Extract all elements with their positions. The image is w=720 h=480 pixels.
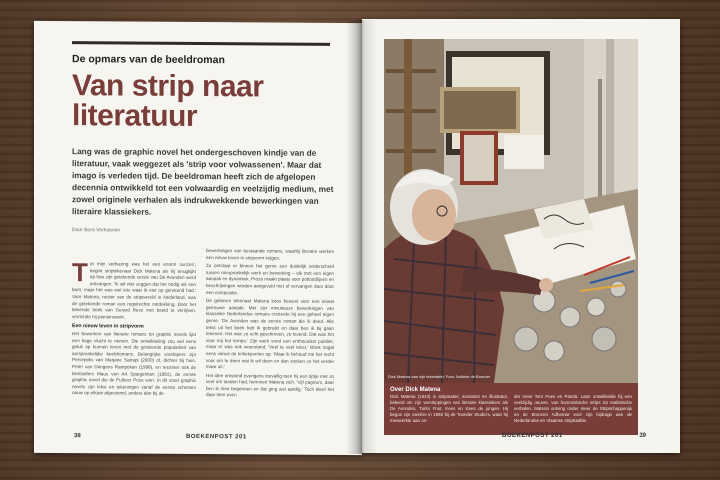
body-paragraph: De geboren tekenaar Matena koos bewust voor een ietwat getrouwe aanpak. Met zijn minutieuze bewerkingen van klassieke Nederlandse romans creëerde hij een geheel eigen genre. 'De Avonden was de eerste roman die ik deed. Alle tekst uit het boek heb ik gebruikt en daar ben ik bij gaan tekenen. Het was zo echt geschreven, zo levend. Dat was het voor mij het tempo.' Zijn werk vond een enthousiast publiek, maar er was ook weerstand. 'Veel te veel tekst,' klonk nogal eens vanuit de kritiekpunten op. 'Maar ik behoud me het recht voor om te doen wat ik wil doen en dan zoeken ze het verder maar uit.' xyxy=(206,298,334,370)
bio-column-1: Dick Matena (1943) is stripmaker, scenarist en illustrator, bekend om zijn verstrippingen van literaire klassiekers als De Avonden, Turks Fruit, Kees en Kees de jongen. Hij begon zijn carrière in 1960 bij de Toonder Studio's, waar hij meewerkte aan on- xyxy=(390,394,508,423)
right-page xyxy=(362,19,680,453)
body-column-2 xyxy=(206,248,334,402)
photo-caption: Dick Matena aan zijn tekentafel. Foto: Nolleke de Boorder xyxy=(388,374,491,379)
article-byline: Door Bora Verhoeven xyxy=(72,227,121,234)
body-paragraph: Het bewerken van literaire romans tot graphic novels lijkt een hoge vlucht te nemen. Die ontwikkeling zou wel eens geluk op kunnen leven met de groeiende populariteit van oorspronkelijke beeldromans. Belangrijke voorlopers zijn Persepolis van Marjane Satrapi (2000) of, dichter bij huis, Peter van Dongens Rampokan (1998), en recenter ook de bestsellers Maus van Art Spiegelman (1991), de eerste graphic novel die de Pulitzer Prize won. In dit soort graphic novels zijn tekst en tekeningen vanaf de eerste schetsen nauw op elkaar afgestemd, anders dan bij de xyxy=(72,331,196,397)
body-column-1 xyxy=(72,257,196,400)
page-number: 38 xyxy=(74,433,81,440)
top-rule xyxy=(72,41,330,46)
article-kicker: De opmars van de beeldroman xyxy=(72,53,225,67)
drop-cap: T xyxy=(72,257,88,288)
article-headline: Van strip naar literatuur xyxy=(72,69,264,133)
artist-bio-box xyxy=(384,383,638,435)
bio-column-2: der meer Tom Poes en Panda. Later ontwikkelde hij een veelzijdig oeuvre, van humoristische strips tot realistische verhalen. Matena ontving onder meer de Stripschappenijs en de Bronzen Adhemar voor zijn bijdrage aan de Nederlandse en Vlaamse striptraditie. xyxy=(514,394,632,423)
body-paragraph: ot mijn verbazing was het een enorm succes', begint striptekenaar Dick Matena als hij terugkijkt op hoe zijn getekende versie van De Avonden werd ontvangen. 'Ik wil niet zeggen dat het nodig als een bom, maar het was wel iets waar ik niet op gerekend had.' Voor Matena, nestor van de stripwereld in Nederland, was de getekende roman een regelrechte ontdekking. Door het bekende boek van Gerard Reve met beeld te verrijken, verrichtte hij pionierswerk. xyxy=(72,261,196,320)
bio-title: Over Dick Matena xyxy=(390,387,441,393)
magazine-name-footer: BOEKENPOST 201 xyxy=(186,433,247,441)
body-paragraph: Zo ontstaat er binnen het genre een duidelijk onderscheid tussen oorspronkelijk werk en bewerking – elk met een eigen aanpak en dynamiek. Proza maakt plaats voor potloodlijnen en beschrijvingen worden aangevuld met of vervangen door door een compositie. xyxy=(206,263,334,295)
article-intro: Lang was de graphic novel het ondergeschoven kindje van de literatuur, vaak weggezet als 'strip voor volwassenen'. Maar dat imago is verleden tijd. De beeldroman heeft zich de afgelopen decennia ontwikkeld tot een volwaardig en veelzijdig medium, met zowel originele verhalen als indrukwekkende bewerkingen van literaire klassiekers. xyxy=(72,146,334,217)
bio-columns xyxy=(390,394,632,424)
body-subhead: Een nieuw leven in stripvorm xyxy=(72,323,144,330)
page-number: 39 xyxy=(639,433,646,439)
photo-illustration xyxy=(384,39,638,383)
body-paragraph: bewerkingen van bestaande romans, waarbij literaire werken een nieuw leven in stripvorm krijgen. xyxy=(206,248,334,261)
left-page xyxy=(34,21,362,455)
body-paragraph: Het idee ontstond overigens toevallig toen hij een tiptje met zo veel om tanden had, herinnert Matena zich. 'Vijf pagina's, daar ben ik mee begonnen en dat ging wel aardig.' Toch bleef het daar toen even xyxy=(206,372,334,398)
magazine-name-footer: BOEKENPOST 201 xyxy=(502,433,563,439)
artist-photo xyxy=(384,39,638,383)
